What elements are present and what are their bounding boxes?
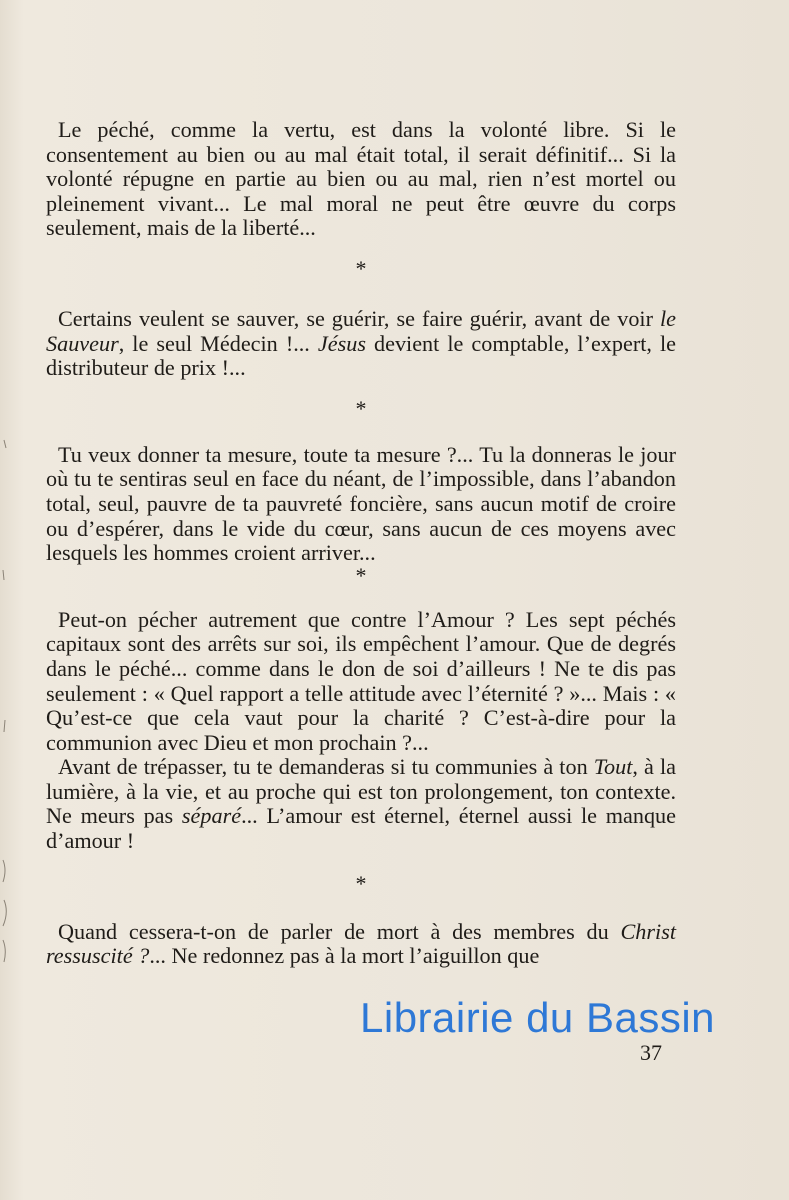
bookseller-watermark: Librairie du Bassin [360,994,716,1041]
section-separator: * [355,255,367,281]
page-number: 37 [640,1040,662,1065]
paragraph-5-italic-separe: séparé [181,803,242,829]
paragraph-5 [46,755,676,853]
paragraph-3: Tu veux donner ta mesure, toute ta mesure ?... Tu la donneras le jour où tu te sentiras seul en face du néant, de l’impossible, dans l’abandon total, seul, pauvre de ta pauvreté foncière, sans aucun motif de croire ou d’espérer, dans le vide du cœur, sans aucun de ces moyens avec lesquels les hommes croient arriver... [46,441,676,566]
paragraph-5-text-2: , à la lumière, à la vie, et au proche qui est ton prolongement, ton contexte. Ne meurs pas [46,754,676,829]
section-separator: * [355,395,367,421]
paragraph-6-italic-christ: Christ ressuscité ? [46,918,676,969]
section-separator: * [355,870,367,896]
paragraph-6 [46,920,676,969]
paragraph-2-italic-jesus: Jésus [317,330,366,356]
margin-mark [3,440,6,962]
paragraph-5-italic-tout: Tout [593,754,633,780]
paragraph-4: Peut-on pécher autrement que contre l’Amour ? Les sept péchés capitaux sont des arrêts sur soi, ils empêchent l’amour. Que de degrés dans le péché... comme dans le don de soi d’ailleurs ! Ne te dis pas seulement : « Quel rapport a telle attitude avec l’éternité ? »... Mais : « Qu’est-ce que cela vaut pour la charité ? C’est-à-dire pour la communion avec Dieu et mon prochain ?... [46,606,676,755]
section-separator: * [355,562,367,588]
margin-pencil-marks [0,300,14,1000]
paragraph-5-text-3: ... L’amour est éternel, éternel aussi le manque d’amour ! [46,803,676,854]
paragraph-5-text-1: Avant de trépasser, tu te demanderas si tu communies à ton [58,754,594,780]
paragraph-2-text-1: Certains veulent se sauver, se guérir, se faire guérir, avant de voir [58,305,660,331]
page-text [46,118,676,969]
paragraph-6-text-2: ... Ne redonnez pas à la mort l’aiguillon que [149,943,540,969]
paragraph-1: Le péché, comme la vertu, est dans la volonté libre. Si le consentement au bien ou au mal était total, il serait définitif... Si la volonté répugne en partie au bien ou au mal, rien n’est mortel ou pleinement vivant... Le mal moral ne peut être œuvre du corps seulement, mais de la liberté... [46,117,676,241]
paragraph-2-text-2: , le seul Médecin !... [118,330,318,356]
paragraph-2-text-3: devient le comptable, l’expert, le distributeur de prix !... [46,330,676,381]
paragraph-2-italic-sauveur: le Sauveur [46,305,676,356]
paragraph-2 [46,307,676,381]
paragraph-6-text-1: Quand cessera-t-on de parler de mort à des membres du [58,918,621,944]
